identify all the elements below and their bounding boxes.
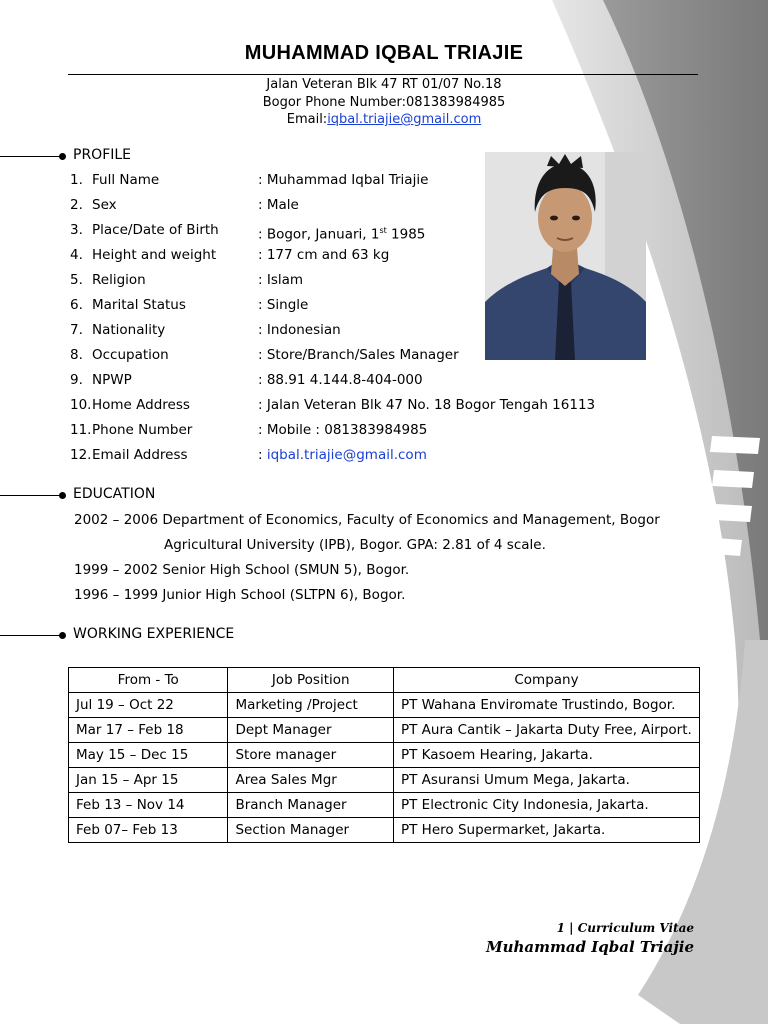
education-entry-ipb: 2002 – 2006 Department of Economics, Faculty of Economics and Management, Bogor [74, 512, 660, 528]
header-email-link[interactable]: iqbal.triajie@gmail.com [327, 112, 482, 127]
period-cell: Mar 17 – Feb 18 [69, 718, 228, 743]
row-number: 2. [70, 197, 83, 213]
row-field: Full Name [92, 172, 160, 188]
row-value: : 177 cm and 63 kg [258, 247, 390, 263]
position-cell: Section Manager [228, 818, 394, 843]
row-number: 5. [70, 272, 83, 288]
period-cell: Feb 07– Feb 13 [69, 818, 228, 843]
column-header-from-to: From - To [69, 668, 228, 693]
row-number: 1. [70, 172, 83, 188]
position-cell: Marketing /Project [228, 693, 394, 718]
position-cell: Store manager [228, 743, 394, 768]
address-line: Jalan Veteran Blk 47 RT 01/07 No.18 [266, 77, 502, 92]
row-number: 3. [70, 222, 83, 238]
row-value: : Mobile : 081383984985 [258, 422, 428, 438]
table-row [69, 743, 700, 768]
company-cell: PT Electronic City Indonesia, Jakarta. [394, 793, 700, 818]
heading-line [0, 156, 62, 157]
table-row [69, 818, 700, 843]
row-value: : Jalan Veteran Blk 47 No. 18 Bogor Tengah 16113 [258, 397, 596, 413]
row-number: 4. [70, 247, 83, 263]
row-field: Home Address [92, 397, 190, 413]
title-divider [68, 74, 698, 75]
work-heading-label: WORKING EXPERIENCE [73, 626, 235, 642]
work-section-heading [0, 625, 320, 645]
birth-value-year: 1985 [386, 226, 426, 243]
profile-heading-label: PROFILE [73, 147, 132, 163]
education-section-heading [0, 485, 320, 505]
row-number: 12. [70, 447, 92, 463]
education-heading-label: EDUCATION [73, 486, 156, 502]
profile-photo [485, 152, 646, 360]
row-field: Nationality [92, 322, 166, 338]
header-contact-block [0, 76, 768, 129]
email-label: Email: [286, 112, 328, 127]
row-field: Phone Number [92, 422, 193, 438]
row-value: : Muhammad Iqbal Triajie [258, 172, 429, 188]
row-value: : Male [258, 197, 299, 213]
education-entry-junior-high: 1996 – 1999 Junior High School (SLTPN 6), Bogor. [74, 587, 406, 603]
education-list [74, 508, 694, 608]
company-cell: PT Aura Cantik – Jakarta Duty Free, Airport. [394, 718, 700, 743]
row-value [258, 443, 427, 468]
phone-line: Bogor Phone Number:081383984985 [262, 94, 506, 110]
footer-signature-name: Muhammad Iqbal Triajie [485, 938, 694, 956]
row-number: 8. [70, 347, 83, 363]
table-row [69, 793, 700, 818]
period-cell: Jan 15 – Apr 15 [69, 768, 228, 793]
email-colon: : [258, 447, 267, 463]
footer-page-label: 1 | Curriculum Vitae [556, 921, 694, 935]
row-field: NPWP [92, 372, 132, 388]
column-header-job-position: Job Position [228, 668, 394, 693]
table-header-row [69, 668, 700, 693]
profile-row-npwp [70, 368, 630, 393]
row-field: Height and weight [92, 247, 217, 263]
table-row [69, 693, 700, 718]
education-entry-senior-high: 1999 – 2002 Senior High School (SMUN 5), Bogor. [74, 562, 410, 578]
row-number: 6. [70, 297, 83, 313]
profile-row-phone-number [70, 418, 630, 443]
heading-line [0, 635, 62, 636]
profile-email-link[interactable]: iqbal.triajie@gmail.com [266, 447, 427, 463]
company-cell: PT Asuransi Umum Mega, Jakarta. [394, 768, 700, 793]
row-field: Marital Status [92, 297, 186, 313]
position-cell: Area Sales Mgr [228, 768, 394, 793]
bullet-dot [59, 153, 66, 160]
period-cell: Jul 19 – Oct 22 [69, 693, 228, 718]
row-number: 11. [70, 422, 92, 438]
email-line [0, 111, 768, 129]
portrait-illustration [485, 152, 646, 360]
row-value: : 88.91 4.144.8-404-000 [258, 372, 423, 388]
row-value: : Indonesian [258, 322, 341, 338]
birth-value-prefix: : Bogor, Januari, 1 [258, 226, 380, 243]
row-field: Sex [92, 197, 117, 213]
period-cell: Feb 13 – Nov 14 [69, 793, 228, 818]
education-entry-ipb-continued: Agricultural University (IPB), Bogor. GPA: 2.81 of 4 scale. [164, 537, 546, 553]
row-number: 7. [70, 322, 83, 338]
column-header-company: Company [394, 668, 700, 693]
row-field: Occupation [92, 347, 169, 363]
position-cell: Dept Manager [228, 718, 394, 743]
row-field: Place/Date of Birth [92, 222, 219, 238]
position-cell: Branch Manager [228, 793, 394, 818]
row-value: : Single [258, 297, 309, 313]
profile-row-email-address [70, 443, 630, 468]
ordinal-suffix: st [379, 226, 387, 235]
row-value: : Store/Branch/Sales Manager [258, 347, 459, 363]
row-field: Email Address [92, 447, 188, 463]
bullet-dot [59, 632, 66, 639]
table-row [69, 718, 700, 743]
period-cell: May 15 – Dec 15 [69, 743, 228, 768]
row-number: 10. [70, 397, 92, 413]
table-row [69, 768, 700, 793]
profile-section-heading [0, 146, 320, 166]
company-cell: PT Wahana Enviromate Trustindo, Bogor. [394, 693, 700, 718]
cv-name-title: MUHAMMAD IQBAL TRIAJIE [244, 42, 524, 64]
profile-row-home-address [70, 393, 630, 418]
row-field: Religion [92, 272, 146, 288]
row-number: 9. [70, 372, 83, 388]
heading-line [0, 495, 62, 496]
company-cell: PT Kasoem Hearing, Jakarta. [394, 743, 700, 768]
bullet-dot [59, 492, 66, 499]
work-experience-table [68, 667, 700, 843]
company-cell: PT Hero Supermarket, Jakarta. [394, 818, 700, 843]
row-value: : Islam [258, 272, 304, 288]
